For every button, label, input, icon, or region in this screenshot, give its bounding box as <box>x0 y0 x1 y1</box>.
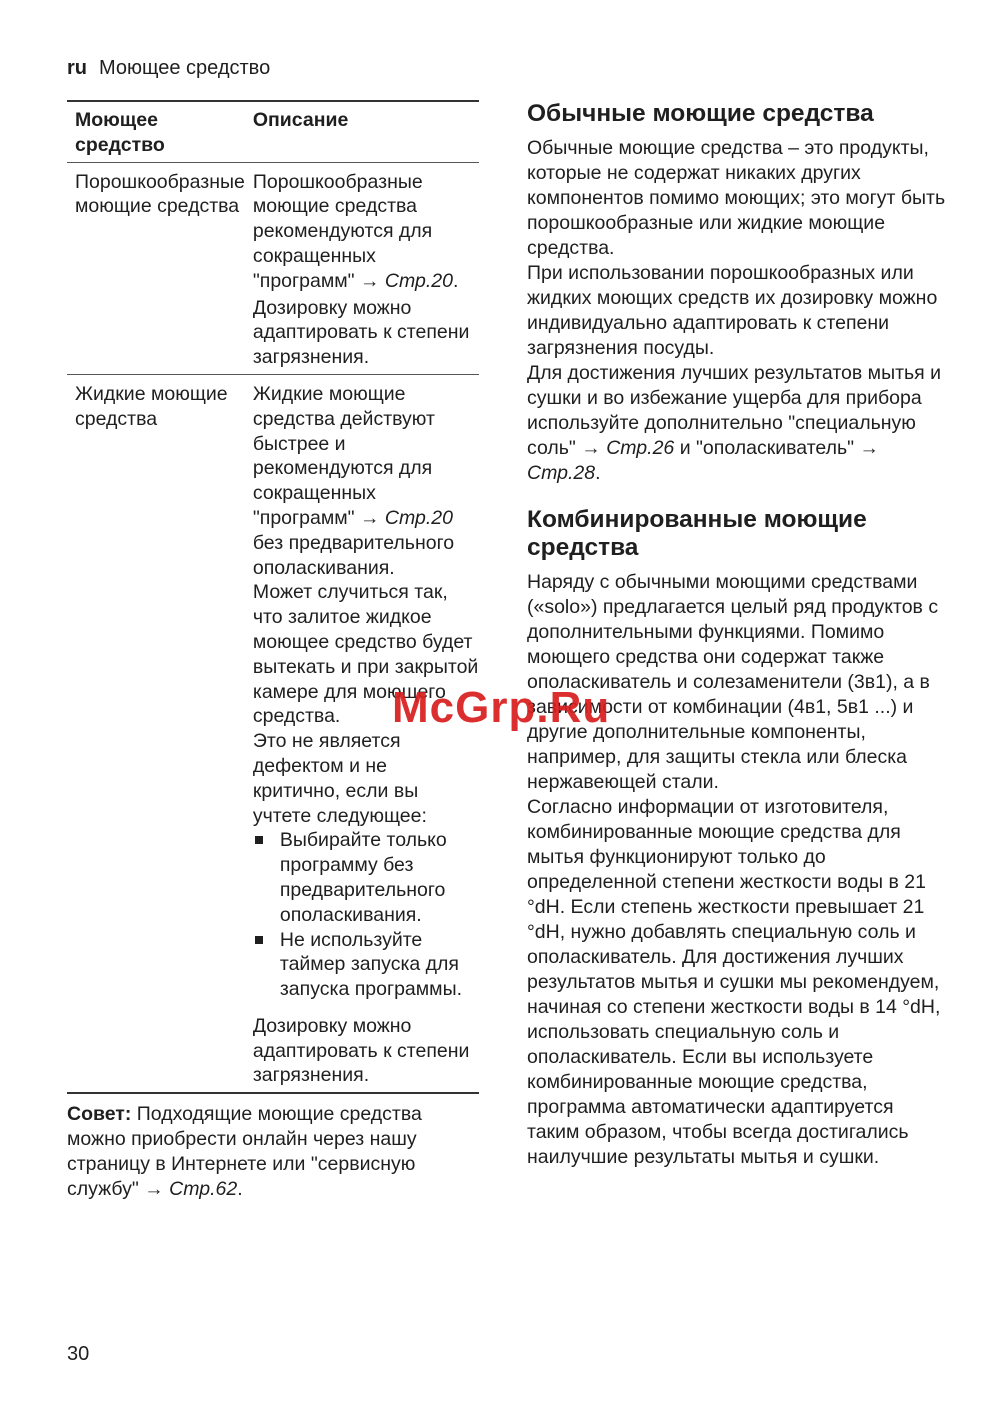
bullet-square-icon <box>255 836 263 844</box>
section-heading-regular: Обычные моющие средства <box>527 100 874 127</box>
paragraph-text: Для достижения лучших результатов мытья и сушки и во избежание ущерба для прибора используйте дополнительно "специальную соль" <box>527 362 942 459</box>
description-paragraph: Это не является дефектом и не критично, если вы учтете следующее: <box>252 730 427 827</box>
section-paragraph: Наряду с обычными моющими средствами («solo») предлагается целый ряд продуктов с дополнительными функциями. Помимо моющего средства они содержат также ополаскиватель и солезаменители (3в1), а в зависимости от комбинации (4в1, 5в1 ...) и другие дополнительные компоненты, например, для защиты стекла или блеска нержавеющей стали. <box>527 571 939 793</box>
row-description <box>245 162 479 374</box>
detergent-table <box>67 100 479 1094</box>
description-paragraph: Дозировку можно адаптировать к степени загрязнения. <box>252 296 470 369</box>
description-paragraph: Порошкообразные моющие средства рекомендуются для сокращенных "программ" → Стр.20. <box>252 170 459 292</box>
column-header-detergent: Моющее средство <box>75 109 165 156</box>
list-item-text: Выбирайте только программу без предварительного ополаскивания. <box>279 829 447 926</box>
table-row <box>67 162 479 374</box>
tip-note: Совет: Подходящие моющие средства можно приобрести онлайн через нашу страницу в Интернете или "сервисную службу" → Стр.62. <box>67 1103 422 1201</box>
page-number: 30 <box>67 1343 90 1365</box>
page-header <box>67 56 270 80</box>
list-item <box>253 828 479 927</box>
description-paragraph: Может случиться так, что залитое жидкое моющее средство будет вытекать и при закрытой камере для моющего средства. <box>252 581 479 728</box>
description-paragraph: Дозировку можно адаптировать к степени загрязнения. <box>252 1014 470 1087</box>
description-text: Порошкообразные моющие средства рекомендуются для сокращенных "программ" <box>252 170 433 292</box>
list-item <box>253 928 479 1002</box>
header-title: Моющее средство <box>99 57 271 79</box>
bullet-square-icon <box>255 936 263 944</box>
table-header-row <box>67 101 479 162</box>
right-column <box>527 100 947 1170</box>
description-text: Жидкие моющие средства действуют быстрее и рекомендуются для сокращенных "программ" <box>252 382 435 529</box>
paragraph-text: и "ополаскиватель" <box>679 437 855 459</box>
table-row <box>67 374 479 1093</box>
column-header-description: Описание <box>252 109 349 131</box>
watermark-logo: McGrp.Ru <box>392 683 611 732</box>
left-column <box>67 100 479 1222</box>
tip-text: Подходящие моющие средства можно приобрести онлайн через нашу страницу в Интернете или "сервисную службу" <box>67 1103 422 1201</box>
section-paragraph: При использовании порошкообразных или жидких моющих средств их дозировку можно индивидуально адаптировать к степени загрязнения посуды. <box>527 262 938 359</box>
section-heading-combined: Комбинированные моющие средства <box>527 506 867 561</box>
description-text: без предварительного ополаскивания. <box>252 531 455 579</box>
page-reference: → Стр.28 <box>527 437 879 484</box>
page-reference: → Стр.20 <box>360 269 453 292</box>
section-paragraph: Обычные моющие средства – это продукты, которые не содержат никаких других компонентов помимо моющих; это могут быть порошкообразные или жидкие моющие средства. <box>527 137 946 259</box>
language-code: ru <box>67 57 87 79</box>
list-item-text: Не используйте таймер запуска для запуска программы. <box>279 928 463 1001</box>
tip-label: Совет: <box>67 1103 132 1126</box>
description-paragraph <box>253 382 479 580</box>
row-description <box>245 374 479 1093</box>
page-reference: → Стр.20 <box>360 506 453 529</box>
row-name: Порошкообразные моющие средства <box>75 170 245 218</box>
row-name: Жидкие моющие средства <box>75 382 228 430</box>
section-paragraph: Согласно информации от изготовителя, комбинированные моющие средства для мытья функционируют только до определенной степени жесткости воды в 21 °dH. Если степень жесткости превышает 21 °dH, нужно добавлять специальную соль и ополаскиватель. Для достижения лучших результатов мытья и сушки мы рекомендуем, начиная со степени жесткости воды в 14 °dH, использовать специальную соль и ополаскиватель. Если вы используете комбинированные моющие средства, программа автоматически адаптируется таким образом, чтобы всегда достигались наилучшие результаты мытья и сушки. <box>527 796 941 1168</box>
section-paragraph: Для достижения лучших результатов мытья и сушки и во избежание ущерба для прибора используйте дополнительно "специальную соль" → Стр.26 и "ополаскиватель" → Стр.28. <box>527 362 942 484</box>
page-reference: → Стр.62 <box>144 1178 238 1201</box>
bullet-list <box>253 828 479 1002</box>
page-reference: → Стр.26 <box>581 437 675 459</box>
